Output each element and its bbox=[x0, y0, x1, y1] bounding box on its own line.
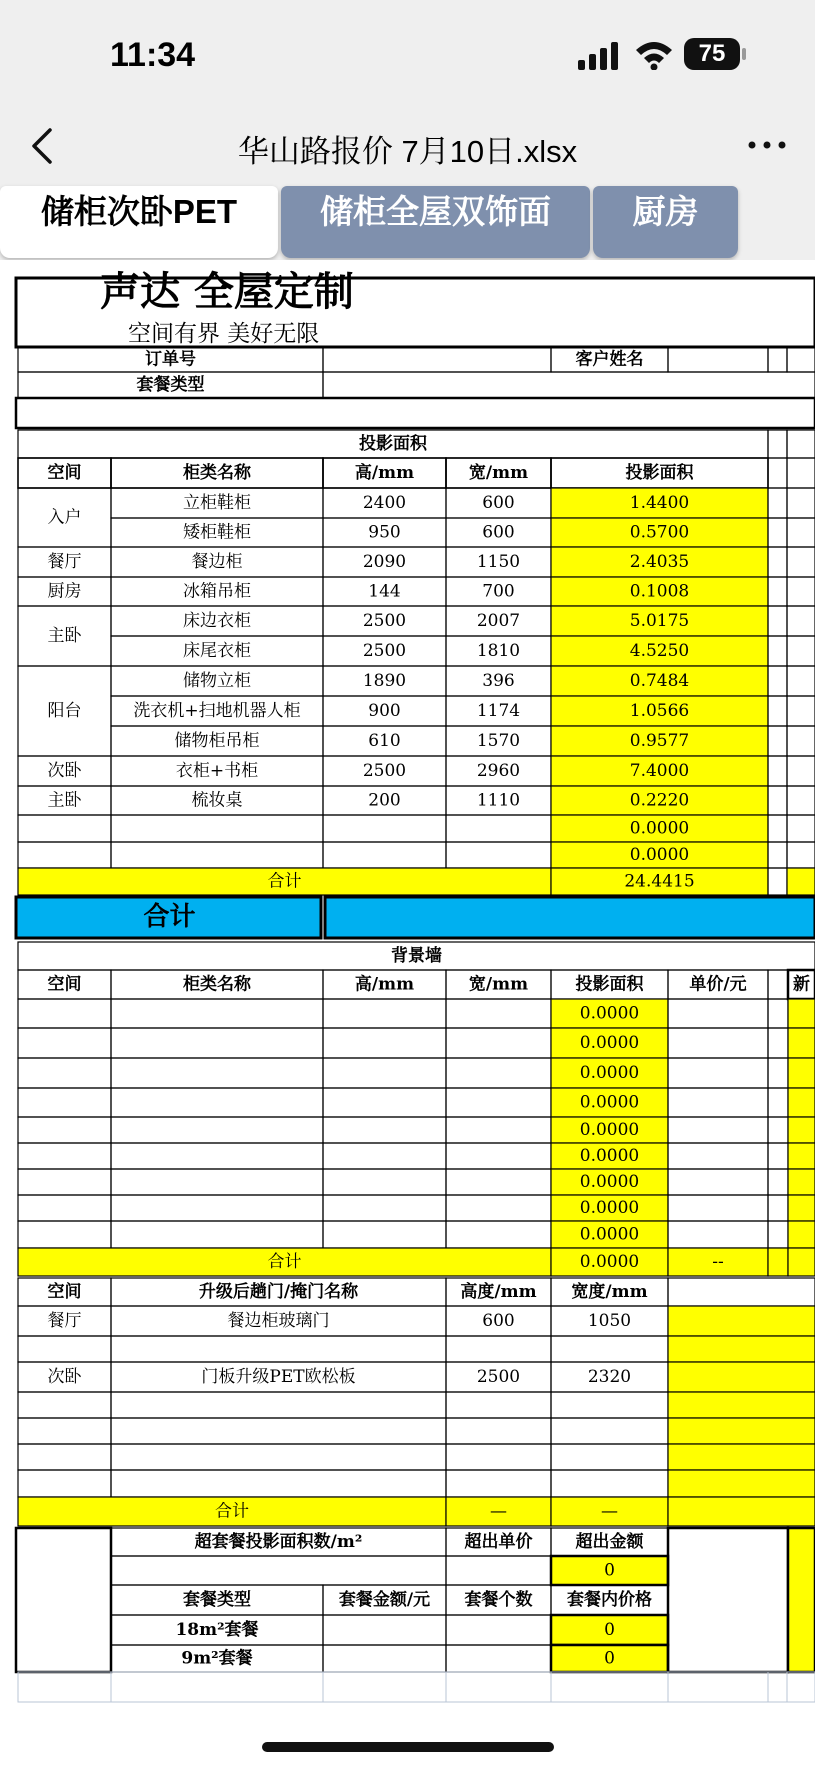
bgwall-header-price-text: 单价/元 bbox=[689, 974, 747, 995]
door-total-height-text: — bbox=[490, 1501, 507, 1522]
row-height-text: 144 bbox=[368, 581, 401, 602]
bgwall-row-extra[interactable] bbox=[788, 999, 815, 1028]
row-cabinet-name-text: 床尾衣柜 bbox=[183, 641, 251, 661]
bgwall-row-width[interactable] bbox=[446, 1028, 551, 1058]
door-header-height-text: 高度/mm bbox=[460, 1282, 537, 1302]
bgwall-row-area-text: 0.0000 bbox=[579, 1172, 640, 1192]
row-cabinet-name-text: 餐边柜 bbox=[191, 552, 243, 572]
status-bar bbox=[0, 0, 815, 110]
cell[interactable] bbox=[768, 458, 787, 488]
row-height[interactable] bbox=[323, 842, 446, 868]
row-height[interactable] bbox=[323, 815, 446, 842]
cell[interactable] bbox=[787, 786, 815, 815]
bgwall-row-extra[interactable] bbox=[788, 1195, 815, 1221]
pkg-row-type-text: 18m²套餐 bbox=[175, 1620, 259, 1640]
cell[interactable] bbox=[768, 518, 787, 547]
empty-cell[interactable] bbox=[768, 1672, 787, 1702]
bgwall-row-width[interactable] bbox=[446, 1221, 551, 1248]
bgwall-row-extra[interactable] bbox=[788, 1143, 815, 1169]
cell[interactable] bbox=[787, 756, 815, 786]
cell[interactable] bbox=[787, 347, 815, 372]
door-row-name[interactable] bbox=[111, 1444, 446, 1470]
row-cabinet-name[interactable] bbox=[111, 815, 323, 842]
bgwall-row-height[interactable] bbox=[323, 999, 446, 1028]
bgwall-row-extra[interactable] bbox=[788, 1088, 815, 1117]
bgwall-row-price[interactable] bbox=[668, 1143, 768, 1169]
door-total-price[interactable] bbox=[668, 1497, 815, 1526]
cell[interactable] bbox=[768, 1117, 788, 1143]
door-row-price[interactable] bbox=[668, 1470, 815, 1497]
row-space-text: 阳台 bbox=[47, 701, 82, 721]
nav-bar bbox=[0, 110, 815, 184]
bgwall-row-space[interactable] bbox=[18, 1117, 111, 1143]
bgwall-row-area-text: 0.0000 bbox=[579, 1033, 640, 1053]
subtotal-label-text: 合计 bbox=[267, 871, 302, 892]
row-space-text: 主卧 bbox=[47, 626, 82, 646]
pkg-row-count[interactable] bbox=[446, 1645, 551, 1672]
cell[interactable] bbox=[768, 1169, 788, 1195]
bgwall-row-extra[interactable] bbox=[788, 1058, 815, 1088]
bgwall-row-space[interactable] bbox=[18, 1028, 111, 1058]
door-row-space[interactable] bbox=[18, 1418, 111, 1444]
pkg-row-amount[interactable] bbox=[323, 1615, 446, 1645]
row-width-text: 396 bbox=[482, 671, 515, 691]
bgwall-header-space-text: 空间 bbox=[47, 974, 82, 995]
header-space-text: 空间 bbox=[47, 463, 82, 483]
bgwall-row-width[interactable] bbox=[446, 999, 551, 1028]
row-width-text: 1810 bbox=[476, 641, 521, 661]
row-height-text: 2500 bbox=[362, 761, 407, 781]
cell[interactable] bbox=[768, 756, 787, 786]
package-right-block[interactable] bbox=[668, 1528, 788, 1672]
bgwall-row-name[interactable] bbox=[111, 1169, 323, 1195]
door-header-space-text: 空间 bbox=[47, 1282, 82, 1302]
package-right-yellow[interactable] bbox=[788, 1528, 815, 1672]
bgwall-header-cabinet-text: 柜类名称 bbox=[183, 974, 251, 995]
header-width-text: 宽/mm bbox=[468, 463, 529, 483]
row-cabinet-name-text: 洗衣机+扫地机器人柜 bbox=[133, 701, 301, 721]
cell[interactable] bbox=[768, 488, 787, 518]
cell[interactable] bbox=[768, 666, 787, 696]
door-row-name[interactable] bbox=[111, 1392, 446, 1418]
door-row-height[interactable] bbox=[446, 1418, 551, 1444]
door-row-width[interactable] bbox=[551, 1336, 668, 1362]
excess-amount-label-text: 超出金额 bbox=[575, 1532, 644, 1552]
bgwall-row-name[interactable] bbox=[111, 1195, 323, 1221]
cell[interactable] bbox=[768, 1221, 788, 1248]
door-row-price[interactable] bbox=[668, 1392, 815, 1418]
door-row-width[interactable] bbox=[551, 1470, 668, 1497]
door-row-price[interactable] bbox=[668, 1444, 815, 1470]
package-type-label-text: 套餐类型 bbox=[136, 375, 205, 395]
bgwall-row-height[interactable] bbox=[323, 1169, 446, 1195]
row-space[interactable] bbox=[18, 815, 111, 842]
order-no-label-text: 订单号 bbox=[145, 349, 196, 370]
bgwall-row-extra[interactable] bbox=[788, 1169, 815, 1195]
subtotal-area-text: 24.4415 bbox=[624, 871, 695, 892]
pkg-row-amount[interactable] bbox=[323, 1645, 446, 1672]
bgwall-row-price[interactable] bbox=[668, 1058, 768, 1088]
pkg-row-inner-text: 0 bbox=[604, 1620, 615, 1640]
cell[interactable] bbox=[787, 458, 815, 488]
door-row-width[interactable] bbox=[551, 1418, 668, 1444]
bgwall-row-width[interactable] bbox=[446, 1169, 551, 1195]
bgwall-row-area-text: 0.0000 bbox=[579, 1198, 640, 1218]
row-height-text: 2500 bbox=[362, 641, 407, 661]
row-width-text: 700 bbox=[482, 581, 515, 602]
bgwall-row-area-text: 0.0000 bbox=[579, 1092, 640, 1113]
bgwall-row-height[interactable] bbox=[323, 1088, 446, 1117]
tab-sheet-1[interactable]: 储柜次卧PET bbox=[0, 186, 278, 258]
row-height-text: 900 bbox=[368, 701, 401, 721]
door-row-name-text: 餐边柜玻璃门 bbox=[227, 1311, 330, 1331]
bgwall-row-name[interactable] bbox=[111, 999, 323, 1028]
row-space-text: 次卧 bbox=[47, 761, 82, 781]
door-row-price[interactable] bbox=[668, 1418, 815, 1444]
signal-icon bbox=[578, 42, 622, 70]
excess-area-label-text: 超套餐投影面积数/m² bbox=[194, 1532, 363, 1552]
blank-row[interactable] bbox=[16, 398, 815, 428]
cell[interactable] bbox=[787, 606, 815, 636]
cell[interactable] bbox=[768, 999, 788, 1028]
row-area-text: 1.0566 bbox=[629, 701, 690, 721]
bgwall-row-space[interactable] bbox=[18, 1058, 111, 1088]
row-cabinet-name-text: 衣柜+书柜 bbox=[175, 761, 259, 781]
door-row-width-text: 1050 bbox=[587, 1311, 632, 1331]
row-space-text: 厨房 bbox=[47, 581, 82, 602]
row-cabinet-name[interactable] bbox=[111, 842, 323, 868]
bgwall-row-height[interactable] bbox=[323, 1143, 446, 1169]
row-area-text: 7.4000 bbox=[629, 761, 690, 781]
cell[interactable] bbox=[787, 868, 815, 895]
bgwall-row-height[interactable] bbox=[323, 1028, 446, 1058]
bgwall-row-name[interactable] bbox=[111, 1143, 323, 1169]
excess-unit-label-text: 超出单价 bbox=[464, 1532, 533, 1552]
header-area-text: 投影面积 bbox=[625, 463, 694, 483]
cell[interactable] bbox=[787, 430, 815, 458]
pkg-header-type-text: 套餐类型 bbox=[183, 1590, 251, 1610]
bgwall-row-width[interactable] bbox=[446, 1058, 551, 1088]
bgwall-row-width[interactable] bbox=[446, 1143, 551, 1169]
row-area-text: 0.0000 bbox=[629, 818, 690, 839]
empty-cell[interactable] bbox=[787, 1672, 815, 1702]
door-row-width[interactable] bbox=[551, 1392, 668, 1418]
door-row-space[interactable] bbox=[18, 1470, 111, 1497]
cell[interactable] bbox=[788, 1248, 815, 1276]
cell[interactable] bbox=[768, 726, 787, 756]
empty-cell[interactable] bbox=[323, 1672, 446, 1702]
row-height-text: 2090 bbox=[362, 552, 407, 572]
bgwall-row-area-text: 0.0000 bbox=[579, 1120, 640, 1140]
cell[interactable] bbox=[787, 666, 815, 696]
row-width-text: 600 bbox=[482, 493, 515, 513]
row-height-text: 950 bbox=[368, 522, 401, 543]
cell[interactable] bbox=[768, 842, 787, 868]
cell[interactable] bbox=[787, 696, 815, 726]
pkg-header-amount-text: 套餐金额/元 bbox=[338, 1590, 431, 1610]
row-width-text: 1150 bbox=[476, 552, 521, 572]
row-width[interactable] bbox=[446, 815, 551, 842]
bgwall-row-height[interactable] bbox=[323, 1221, 446, 1248]
cell[interactable] bbox=[787, 488, 815, 518]
cell[interactable] bbox=[768, 1195, 788, 1221]
file-title: 华山路报价 7月10日.xlsx bbox=[237, 134, 578, 169]
door-total-label-text: 合计 bbox=[215, 1501, 249, 1522]
row-cabinet-name-text: 矮柜鞋柜 bbox=[183, 522, 251, 543]
sheet-tabs bbox=[0, 184, 815, 260]
row-cabinet-name-text: 储物柜吊柜 bbox=[174, 731, 260, 751]
bgwall-row-space[interactable] bbox=[18, 1221, 111, 1248]
bgwall-row-area-text: 0.0000 bbox=[579, 1146, 640, 1166]
bgwall-row-price[interactable] bbox=[668, 1169, 768, 1195]
bgwall-row-name[interactable] bbox=[111, 1058, 323, 1088]
row-height-text: 1890 bbox=[362, 671, 407, 691]
header-height-text: 高/mm bbox=[354, 463, 415, 483]
row-space[interactable] bbox=[18, 842, 111, 868]
row-cabinet-name-text: 床边衣柜 bbox=[183, 611, 251, 631]
cell[interactable] bbox=[787, 518, 815, 547]
row-width[interactable] bbox=[446, 842, 551, 868]
row-width-text: 600 bbox=[482, 522, 515, 543]
bgwall-row-name[interactable] bbox=[111, 1028, 323, 1058]
door-row-price[interactable] bbox=[668, 1306, 815, 1336]
customer-label-text: 客户姓名 bbox=[575, 349, 644, 370]
row-area-text: 0.0000 bbox=[629, 845, 690, 865]
bgwall-row-price[interactable] bbox=[668, 1028, 768, 1058]
empty-cell[interactable] bbox=[668, 1672, 768, 1702]
bgwall-header-height-text: 高/mm bbox=[354, 974, 415, 995]
cell[interactable] bbox=[787, 577, 815, 606]
row-width-text: 1570 bbox=[476, 731, 521, 751]
bgwall-header-width-text: 宽/mm bbox=[468, 974, 529, 995]
bgwall-row-price[interactable] bbox=[668, 1195, 768, 1221]
pkg-row-inner-text: 0 bbox=[604, 1648, 615, 1669]
empty-cell[interactable] bbox=[18, 1672, 111, 1702]
spreadsheet-grid bbox=[0, 260, 815, 1710]
door-row-space[interactable] bbox=[18, 1392, 111, 1418]
cell[interactable] bbox=[768, 430, 787, 458]
cell[interactable] bbox=[787, 547, 815, 577]
bgwall-row-extra[interactable] bbox=[788, 1117, 815, 1143]
row-cabinet-name-text: 梳妆桌 bbox=[191, 790, 243, 811]
pkg-header-inner-text: 套餐内价格 bbox=[567, 1590, 652, 1610]
row-cabinet-name-text: 储物立柜 bbox=[183, 671, 251, 691]
bgwall-row-width[interactable] bbox=[446, 1195, 551, 1221]
bgwall-row-space[interactable] bbox=[18, 1169, 111, 1195]
bgwall-row-price[interactable] bbox=[668, 1088, 768, 1117]
row-area-text: 4.5250 bbox=[629, 641, 690, 661]
row-area-text: 5.0175 bbox=[629, 611, 690, 631]
cell[interactable] bbox=[768, 868, 787, 895]
grand-total-value[interactable] bbox=[325, 897, 815, 938]
row-width-text: 2960 bbox=[476, 761, 521, 781]
row-width-text: 2007 bbox=[476, 611, 521, 631]
grand-total-label: 合计 bbox=[143, 902, 196, 932]
door-row-height[interactable] bbox=[446, 1392, 551, 1418]
door-total-width-text: — bbox=[601, 1501, 618, 1522]
bgwall-total-label-text: 合计 bbox=[267, 1252, 302, 1272]
excess-area-value[interactable] bbox=[111, 1556, 446, 1585]
bgwall-row-height[interactable] bbox=[323, 1195, 446, 1221]
door-row-name[interactable] bbox=[111, 1418, 446, 1444]
cell[interactable] bbox=[768, 1248, 788, 1276]
row-area-text: 1.4400 bbox=[629, 493, 690, 513]
bgwall-row-width[interactable] bbox=[446, 1117, 551, 1143]
row-area-text: 0.9577 bbox=[629, 731, 690, 751]
status-time: 11:34 bbox=[110, 36, 196, 74]
cell[interactable] bbox=[768, 347, 787, 372]
projection-title-text: 投影面积 bbox=[359, 434, 427, 454]
battery-icon: 75 bbox=[684, 38, 740, 70]
bgwall-row-name[interactable] bbox=[111, 1088, 323, 1117]
row-space-text: 主卧 bbox=[47, 790, 82, 811]
bgwall-row-space[interactable] bbox=[18, 1088, 111, 1117]
bgwall-row-space[interactable] bbox=[18, 1143, 111, 1169]
bgwall-row-area-text: 0.0000 bbox=[579, 1224, 640, 1245]
cell[interactable] bbox=[768, 815, 787, 842]
bgwall-row-price[interactable] bbox=[668, 1117, 768, 1143]
row-height-text: 200 bbox=[368, 790, 401, 811]
door-header-width-text: 宽度/mm bbox=[571, 1282, 648, 1302]
cell[interactable] bbox=[787, 815, 815, 842]
cell[interactable] bbox=[787, 636, 815, 666]
bgwall-title-text: 背景墙 bbox=[391, 946, 442, 966]
pkg-row-type-text: 9m²套餐 bbox=[181, 1648, 253, 1669]
row-area-text: 2.4035 bbox=[629, 552, 690, 572]
door-row-name-text: 门板升级PET欧松板 bbox=[201, 1367, 356, 1387]
door-row-height[interactable] bbox=[446, 1470, 551, 1497]
cell[interactable] bbox=[768, 1058, 788, 1088]
customer-value[interactable] bbox=[668, 347, 768, 372]
door-row-height[interactable] bbox=[446, 1444, 551, 1470]
cell[interactable] bbox=[768, 547, 787, 577]
tab-sheet-2[interactable]: 储柜全屋双饰面 bbox=[281, 186, 590, 258]
cell[interactable] bbox=[768, 786, 787, 815]
door-row-width-text: 2320 bbox=[587, 1367, 632, 1387]
cell[interactable] bbox=[768, 636, 787, 666]
row-height-text: 610 bbox=[368, 731, 401, 751]
bgwall-row-width[interactable] bbox=[446, 1088, 551, 1117]
empty-cell[interactable] bbox=[111, 1672, 323, 1702]
door-row-width[interactable] bbox=[551, 1444, 668, 1470]
cell[interactable] bbox=[787, 842, 815, 868]
bgwall-total-area-text: 0.0000 bbox=[579, 1252, 640, 1272]
bgwall-row-space[interactable] bbox=[18, 999, 111, 1028]
bgwall-row-extra[interactable] bbox=[788, 1221, 815, 1248]
bgwall-row-name[interactable] bbox=[111, 1221, 323, 1248]
bgwall-row-extra[interactable] bbox=[788, 1028, 815, 1058]
empty-cell[interactable] bbox=[446, 1672, 551, 1702]
door-header-name-text: 升级后趟门/掩门名称 bbox=[198, 1282, 359, 1302]
door-row-price[interactable] bbox=[668, 1362, 815, 1392]
cell[interactable] bbox=[768, 696, 787, 726]
bgwall-row-area-text: 0.0000 bbox=[579, 1003, 640, 1024]
logo-text: 声达 全屋定制 bbox=[100, 269, 354, 315]
more-button[interactable] bbox=[747, 124, 787, 158]
cell[interactable] bbox=[768, 1143, 788, 1169]
bgwall-row-height[interactable] bbox=[323, 1058, 446, 1088]
order-no-value[interactable] bbox=[323, 347, 551, 372]
bgwall-row-name[interactable] bbox=[111, 1117, 323, 1143]
cell[interactable] bbox=[768, 1088, 788, 1117]
row-cabinet-name-text: 立柜鞋柜 bbox=[183, 493, 251, 513]
bgwall-row-height[interactable] bbox=[323, 1117, 446, 1143]
cell[interactable] bbox=[787, 726, 815, 756]
bgwall-total-price-text: -- bbox=[712, 1252, 724, 1272]
package-left-block[interactable] bbox=[16, 1528, 111, 1672]
row-area-text: 0.2220 bbox=[629, 790, 690, 811]
pkg-row-count[interactable] bbox=[446, 1615, 551, 1645]
row-space-text: 入户 bbox=[47, 507, 82, 528]
door-row-space[interactable] bbox=[18, 1336, 111, 1362]
row-height-text: 2400 bbox=[362, 493, 407, 513]
cell[interactable] bbox=[668, 1278, 815, 1306]
cell[interactable] bbox=[768, 1028, 788, 1058]
pkg-header-count-text: 套餐个数 bbox=[464, 1590, 533, 1610]
bgwall-header-extra-text: 新 bbox=[793, 974, 810, 995]
row-height-text: 2500 bbox=[362, 611, 407, 631]
door-row-name[interactable] bbox=[111, 1336, 446, 1362]
cell[interactable] bbox=[768, 606, 787, 636]
door-row-price[interactable] bbox=[668, 1336, 815, 1362]
wifi-icon bbox=[634, 40, 674, 70]
door-row-height[interactable] bbox=[446, 1336, 551, 1362]
empty-cell[interactable] bbox=[551, 1672, 668, 1702]
row-width-text: 1174 bbox=[476, 701, 521, 721]
home-indicator bbox=[262, 1742, 554, 1752]
row-area-text: 0.5700 bbox=[629, 522, 690, 543]
spreadsheet-area[interactable] bbox=[0, 260, 815, 1710]
slogan-text: 空间有界 美好无限 bbox=[128, 321, 320, 347]
bgwall-header-area-text: 投影面积 bbox=[575, 974, 644, 995]
door-row-height-text: 2500 bbox=[476, 1367, 521, 1387]
row-cabinet-name-text: 冰箱吊柜 bbox=[183, 581, 251, 602]
header-cabinet-text: 柜类名称 bbox=[183, 463, 251, 483]
row-area-text: 0.7484 bbox=[629, 671, 690, 691]
cell[interactable] bbox=[768, 577, 787, 606]
door-row-space-text: 次卧 bbox=[47, 1367, 82, 1387]
bgwall-row-price[interactable] bbox=[668, 999, 768, 1028]
row-space-text: 餐厅 bbox=[47, 552, 82, 572]
door-row-name[interactable] bbox=[111, 1470, 446, 1497]
excess-amount-value-text: 0 bbox=[604, 1560, 615, 1581]
excess-unit-value[interactable] bbox=[446, 1556, 551, 1585]
door-row-space-text: 餐厅 bbox=[47, 1311, 82, 1331]
bgwall-row-price[interactable] bbox=[668, 1221, 768, 1248]
package-type-value[interactable] bbox=[323, 372, 815, 398]
door-row-height-text: 600 bbox=[482, 1311, 515, 1331]
row-width-text: 1110 bbox=[476, 790, 521, 811]
bgwall-row-space[interactable] bbox=[18, 1195, 111, 1221]
bgwall-row-area-text: 0.0000 bbox=[579, 1063, 640, 1083]
door-row-space[interactable] bbox=[18, 1444, 111, 1470]
more-icon bbox=[747, 140, 787, 150]
row-area-text: 0.1008 bbox=[629, 581, 690, 602]
tab-sheet-3[interactable]: 厨房 bbox=[593, 186, 738, 258]
